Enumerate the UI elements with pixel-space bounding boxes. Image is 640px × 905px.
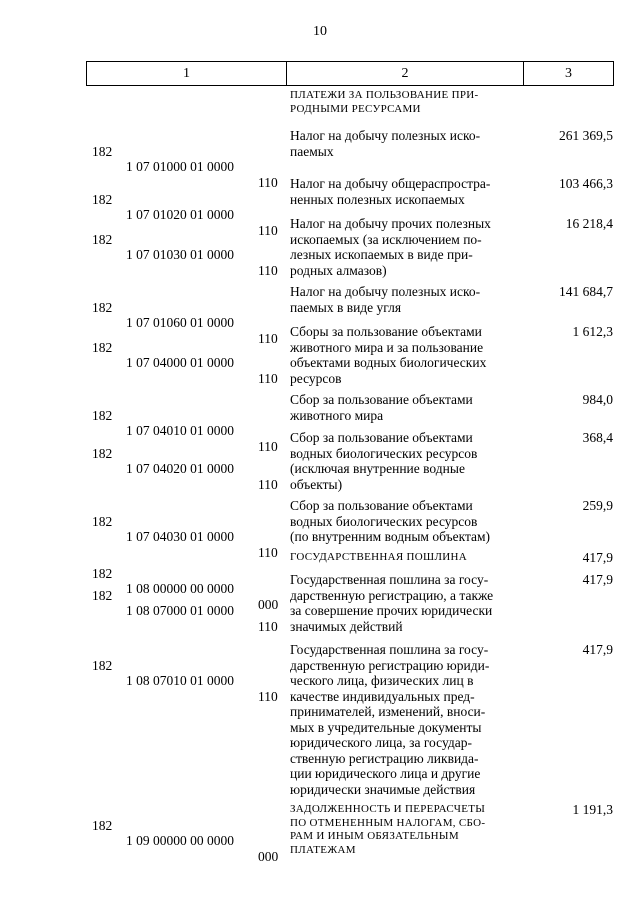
table-row	[86, 324, 613, 392]
row-amount: 103 466,3	[559, 176, 613, 191]
row-suffix: 110	[258, 222, 278, 238]
row-suffix: 110	[258, 262, 278, 278]
row-description: Государственная пошлина за госу- дарственную регистрацию, а также за совершение прочих юридически значимых действий	[290, 572, 494, 634]
table-row	[86, 802, 613, 862]
row-kbk-code: 1 07 04030 01 0000	[126, 529, 234, 544]
row-kbk-code: 1 07 01000 01 0000	[126, 159, 234, 174]
row-kbk-code: 1 07 01060 01 0000	[126, 315, 234, 330]
column-header-table	[86, 61, 614, 86]
row-description: Налог на добычу общераспростра- ненных полезных ископаемых	[290, 176, 491, 207]
row-kbk-code: 1 07 04000 01 0000	[126, 355, 234, 370]
row-description: Сбор за пользование объектами водных биологических ресурсов (исключая внутренние водные объекты)	[290, 430, 478, 492]
row-suffix: 110	[258, 370, 278, 386]
row-prefix: 182	[92, 407, 113, 423]
table-row	[86, 572, 613, 642]
table-row	[86, 430, 613, 498]
row-description: Налог на добычу полезных иско- паемых в виде угля	[290, 284, 481, 315]
row-amount: 141 684,7	[559, 284, 613, 299]
row-amount: 417,9	[582, 550, 613, 565]
row-amount: 368,4	[582, 430, 613, 445]
row-amount: 1 191,3	[572, 802, 613, 817]
row-suffix: 110	[258, 618, 278, 634]
row-suffix: 110	[258, 330, 278, 346]
row-kbk-code: 1 07 01030 01 0000	[126, 247, 234, 262]
row-description: Налог на добычу полезных иско- паемых	[290, 128, 481, 159]
row-kbk-code: 1 07 04010 01 0000	[126, 423, 234, 438]
row-kbk-code: 1 08 07000 01 0000	[126, 603, 234, 618]
row-description: Государственная пошлина за госу- дарственную регистрацию юриди- ческого лица, физических лиц в качестве индивидуальных пред- принимателей, изменений, вноси- мых в учредительные документы юридического лица, за государ- ственную регистрацию ликвида- ции юридического лица и другие юридически значимые действия	[290, 642, 490, 797]
row-prefix: 182	[92, 657, 113, 673]
row-description: Налог на добычу прочих полезных ископаемых (за исключением по- лезных ископаемых в виде при- родных алмазов)	[290, 216, 491, 278]
row-description: Сборы за пользование объектами животного мира и за пользование объектами водных биологических ресурсов	[290, 324, 487, 386]
table-row	[86, 88, 613, 128]
row-description: ЗАДОЛЖЕННОСТЬ И ПЕРЕРАСЧЕТЫ ПО ОТМЕНЕННЫМ НАЛОГАМ, СБО- РАМ И ИНЫМ ОБЯЗАТЕЛЬНЫМ ПЛАТЕЖАМ	[290, 803, 486, 856]
page-number: 10	[313, 24, 327, 39]
row-amount: 1 612,3	[572, 324, 613, 339]
budget-rows	[86, 88, 613, 862]
row-prefix: 182	[92, 817, 113, 833]
row-kbk-code: 1 09 00000 00 0000	[126, 833, 234, 848]
row-prefix: 182	[92, 565, 113, 581]
row-code	[86, 642, 286, 720]
table-row	[86, 642, 613, 802]
row-kbk-code: 1 08 00000 00 0000	[126, 581, 234, 596]
row-prefix: 182	[92, 231, 113, 247]
row-kbk-code: 1 07 04020 01 0000	[126, 461, 234, 476]
row-prefix: 182	[92, 513, 113, 529]
row-kbk-code: 1 08 07010 01 0000	[126, 673, 234, 688]
row-code	[86, 802, 286, 880]
row-suffix: 000	[258, 596, 279, 612]
row-suffix: 110	[258, 544, 278, 560]
row-amount: 417,9	[582, 642, 613, 657]
row-code	[86, 430, 286, 508]
row-amount: 261 369,5	[559, 128, 613, 143]
row-prefix: 182	[92, 339, 113, 355]
row-kbk-code: 1 07 01020 01 0000	[126, 207, 234, 222]
row-prefix: 182	[92, 445, 113, 461]
column-header-1: 1	[87, 62, 287, 86]
row-suffix: 000	[258, 848, 279, 864]
row-description: Сбор за пользование объектами животного мира	[290, 392, 473, 423]
row-suffix: 110	[258, 438, 278, 454]
row-prefix: 182	[92, 299, 113, 315]
row-amount: 259,9	[582, 498, 613, 513]
table-row	[86, 216, 613, 284]
row-description: ГОСУДАРСТВЕННАЯ ПОШЛИНА	[290, 551, 467, 563]
row-code	[86, 324, 286, 402]
row-suffix: 110	[258, 476, 278, 492]
row-suffix: 110	[258, 174, 278, 190]
column-header-2: 2	[287, 62, 524, 86]
row-description: ПЛАТЕЖИ ЗА ПОЛЬЗОВАНИЕ ПРИ- РОДНЫМИ РЕСУРСАМИ	[290, 89, 479, 115]
row-description: Сбор за пользование объектами водных биологических ресурсов (по внутренним водным объектам)	[290, 498, 491, 544]
row-code	[86, 572, 286, 650]
row-amount: 984,0	[582, 392, 613, 407]
row-prefix: 182	[92, 143, 113, 159]
column-header-3: 3	[524, 62, 614, 86]
row-prefix: 182	[92, 587, 113, 603]
row-amount: 417,9	[582, 572, 613, 587]
row-suffix: 110	[258, 688, 278, 704]
row-code	[86, 216, 286, 294]
row-amount: 16 218,4	[565, 216, 613, 231]
row-prefix: 182	[92, 191, 113, 207]
